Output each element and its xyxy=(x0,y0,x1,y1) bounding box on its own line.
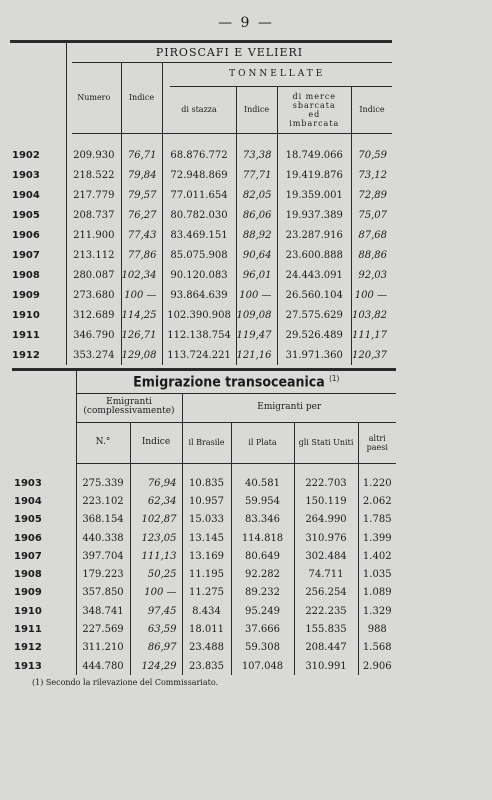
indice-cell: 126,71 xyxy=(121,325,162,345)
table2-title-note: (1) xyxy=(329,373,340,383)
indice-cell: 97,45 xyxy=(130,602,182,620)
year-cell: 1911 xyxy=(14,624,42,636)
year-cell: 1905 xyxy=(14,514,42,526)
indice2-cell: 96,01 xyxy=(236,265,277,285)
year-cell: 1910 xyxy=(12,309,40,321)
table1 xyxy=(10,43,392,365)
header-emigranti-per: Emigranti per xyxy=(182,393,396,422)
indice2-cell: 109,08 xyxy=(236,305,277,325)
indice-cell: 102,87 xyxy=(130,511,182,529)
brasile-cell: 10.957 xyxy=(182,492,231,510)
indice-cell: 111,13 xyxy=(130,547,182,565)
table-row xyxy=(12,657,396,675)
brasile-cell: 8.434 xyxy=(182,602,231,620)
stazza-cell: 77.011.654 xyxy=(162,185,236,205)
table-row xyxy=(10,185,392,205)
brasile-cell: 11.275 xyxy=(182,584,231,602)
indice-cell: 100 — xyxy=(121,285,162,305)
stazza-cell: 90.120.083 xyxy=(162,265,236,285)
numero-cell: 346.790 xyxy=(67,325,121,345)
indice-cell: 114,25 xyxy=(121,305,162,325)
altri-cell: 1.329 xyxy=(358,602,396,620)
stati-uniti-cell: 222.703 xyxy=(294,474,358,492)
stazza-cell: 112.138.754 xyxy=(162,325,236,345)
numero-cell: 312.689 xyxy=(67,305,121,325)
n-cell: 397.704 xyxy=(76,547,130,565)
numero-cell: 353.274 xyxy=(67,345,121,365)
header-emigranti-compl: Emigranti (complessivamente) xyxy=(76,393,182,422)
altri-cell: 1.785 xyxy=(358,511,396,529)
merce-cell: 19.359.001 xyxy=(277,185,351,205)
header-plata: il Plata xyxy=(231,422,294,463)
table-row xyxy=(12,492,396,510)
n-cell: 179.223 xyxy=(76,565,130,583)
header-numero: Numero xyxy=(67,62,121,133)
n-cell: 357.850 xyxy=(76,584,130,602)
stazza-cell: 83.469.151 xyxy=(162,225,236,245)
page-number: — 9 — xyxy=(218,15,274,31)
indice-cell: 124,29 xyxy=(130,657,182,675)
merce-cell: 18.749.066 xyxy=(277,145,351,165)
indice-cell: 129,08 xyxy=(121,345,162,365)
year-cell: 1913 xyxy=(14,660,42,672)
table-row xyxy=(12,620,396,638)
plata-cell: 40.581 xyxy=(231,474,294,492)
year-cell: 1907 xyxy=(14,550,42,562)
numero-cell: 209.930 xyxy=(67,145,121,165)
table2-title: Emigrazione transoceanica xyxy=(133,374,325,391)
table-row xyxy=(10,285,392,305)
header-merce: di merce sbarcata ed imbarcata xyxy=(277,86,351,133)
year-cell: 1906 xyxy=(14,532,42,544)
brasile-cell: 10.835 xyxy=(182,474,231,492)
table-row xyxy=(10,265,392,285)
brasile-cell: 13.169 xyxy=(182,547,231,565)
n-cell: 275.339 xyxy=(76,474,130,492)
altri-cell: 1.089 xyxy=(358,584,396,602)
indice3-cell: 100 — xyxy=(351,285,392,305)
indice2-cell: 77,71 xyxy=(236,165,277,185)
indice-cell: 86,97 xyxy=(130,639,182,657)
altri-cell: 1.402 xyxy=(358,547,396,565)
indice-cell: 63,59 xyxy=(130,620,182,638)
merce-cell: 31.971.360 xyxy=(277,345,351,365)
numero-cell: 217.779 xyxy=(67,185,121,205)
year-cell: 1909 xyxy=(14,587,42,599)
brasile-cell: 11.195 xyxy=(182,565,231,583)
tonnellate-label: TONNELLATE xyxy=(162,62,392,86)
altri-cell: 1.399 xyxy=(358,529,396,547)
numero-cell: 213.112 xyxy=(67,245,121,265)
merce-cell: 26.560.104 xyxy=(277,285,351,305)
altri-cell: 2.062 xyxy=(358,492,396,510)
year-cell: 1911 xyxy=(12,329,40,341)
indice3-cell: 111,17 xyxy=(351,325,392,345)
stati-uniti-cell: 264.990 xyxy=(294,511,358,529)
indice2-cell: 86,06 xyxy=(236,205,277,225)
plata-cell: 92.282 xyxy=(231,565,294,583)
indice-cell: 50,25 xyxy=(130,565,182,583)
stazza-cell: 80.782.030 xyxy=(162,205,236,225)
altri-cell: 1.220 xyxy=(358,474,396,492)
plata-cell: 83.346 xyxy=(231,511,294,529)
stazza-cell: 113.724.221 xyxy=(162,345,236,365)
stati-uniti-cell: 150.119 xyxy=(294,492,358,510)
stazza-cell: 72.948.869 xyxy=(162,165,236,185)
indice3-cell: 72,89 xyxy=(351,185,392,205)
numero-cell: 208.737 xyxy=(67,205,121,225)
stati-uniti-cell: 256.254 xyxy=(294,584,358,602)
indice3-cell: 120,37 xyxy=(351,345,392,365)
header-altri: altri paesi xyxy=(358,422,396,463)
indice3-cell: 103,82 xyxy=(351,305,392,325)
plata-cell: 107.048 xyxy=(231,657,294,675)
indice-cell: 76,94 xyxy=(130,474,182,492)
n-cell: 368.154 xyxy=(76,511,130,529)
stati-uniti-cell: 310.976 xyxy=(294,529,358,547)
indice-cell: 76,71 xyxy=(121,145,162,165)
stati-uniti-cell: 302.484 xyxy=(294,547,358,565)
numero-cell: 211.900 xyxy=(67,225,121,245)
stati-uniti-cell: 310.991 xyxy=(294,657,358,675)
table-row xyxy=(12,565,396,583)
indice-cell: 102,34 xyxy=(121,265,162,285)
plata-cell: 80.649 xyxy=(231,547,294,565)
n-cell: 348.741 xyxy=(76,602,130,620)
stazza-cell: 85.075.908 xyxy=(162,245,236,265)
stazza-cell: 102.390.908 xyxy=(162,305,236,325)
header-brasile: il Brasile xyxy=(182,422,231,463)
table-row xyxy=(12,474,396,492)
plata-cell: 59.308 xyxy=(231,639,294,657)
indice2-cell: 82,05 xyxy=(236,185,277,205)
n-cell: 444.780 xyxy=(76,657,130,675)
year-cell: 1903 xyxy=(14,477,42,489)
brasile-cell: 18.011 xyxy=(182,620,231,638)
numero-cell: 273.680 xyxy=(67,285,121,305)
year-cell: 1910 xyxy=(14,605,42,617)
merce-cell: 23.287.916 xyxy=(277,225,351,245)
table2 xyxy=(12,371,396,675)
indice-cell: 62,34 xyxy=(130,492,182,510)
year-cell: 1907 xyxy=(12,249,40,261)
indice3-cell: 75,07 xyxy=(351,205,392,225)
header-n: N.° xyxy=(76,422,130,463)
indice2-cell: 73,38 xyxy=(236,145,277,165)
year-cell: 1908 xyxy=(12,269,40,281)
indice-cell: 77,43 xyxy=(121,225,162,245)
plata-cell: 95.249 xyxy=(231,602,294,620)
merce-cell: 19.419.876 xyxy=(277,165,351,185)
indice3-cell: 70,59 xyxy=(351,145,392,165)
indice3-cell: 87,68 xyxy=(351,225,392,245)
table-row xyxy=(10,205,392,225)
merce-cell: 19.937.389 xyxy=(277,205,351,225)
table-row xyxy=(10,325,392,345)
year-cell: 1904 xyxy=(14,495,42,507)
brasile-cell: 13.145 xyxy=(182,529,231,547)
indice2-cell: 90,64 xyxy=(236,245,277,265)
altri-cell: 1.568 xyxy=(358,639,396,657)
brasile-cell: 15.033 xyxy=(182,511,231,529)
year-cell: 1905 xyxy=(12,209,40,221)
table-row xyxy=(10,225,392,245)
year-cell: 1912 xyxy=(14,642,42,654)
stazza-cell: 93.864.639 xyxy=(162,285,236,305)
year-cell: 1908 xyxy=(14,569,42,581)
merce-cell: 24.443.091 xyxy=(277,265,351,285)
header-indice: Indice xyxy=(121,62,162,133)
year-cell: 1903 xyxy=(12,169,40,181)
year-cell: 1906 xyxy=(12,229,40,241)
table-row xyxy=(12,511,396,529)
indice-cell: 79,57 xyxy=(121,185,162,205)
table-row xyxy=(12,547,396,565)
brasile-cell: 23.488 xyxy=(182,639,231,657)
table-row xyxy=(10,305,392,325)
table1-title: PIROSCAFI E VELIERI xyxy=(67,43,392,62)
numero-cell: 280.087 xyxy=(67,265,121,285)
footnote: (1) Secondo la rilevazione del Commissariato. xyxy=(32,678,219,687)
indice3-cell: 92,03 xyxy=(351,265,392,285)
table-row xyxy=(12,584,396,602)
stati-uniti-cell: 208.447 xyxy=(294,639,358,657)
year-cell: 1909 xyxy=(12,289,40,301)
plata-cell: 59.954 xyxy=(231,492,294,510)
altri-cell: 988 xyxy=(358,620,396,638)
indice2-cell: 119,47 xyxy=(236,325,277,345)
brasile-cell: 23.835 xyxy=(182,657,231,675)
altri-cell: 2.906 xyxy=(358,657,396,675)
stati-uniti-cell: 155.835 xyxy=(294,620,358,638)
indice3-cell: 88,86 xyxy=(351,245,392,265)
altri-cell: 1.035 xyxy=(358,565,396,583)
table-row xyxy=(12,639,396,657)
indice-cell: 79,84 xyxy=(121,165,162,185)
n-cell: 440.338 xyxy=(76,529,130,547)
indice2-cell: 121,16 xyxy=(236,345,277,365)
table-row xyxy=(10,145,392,165)
plata-cell: 89.232 xyxy=(231,584,294,602)
header-indice2: Indice xyxy=(236,86,277,133)
indice2-cell: 100 — xyxy=(236,285,277,305)
year-cell: 1902 xyxy=(12,149,40,161)
indice3-cell: 73,12 xyxy=(351,165,392,185)
stazza-cell: 68.876.772 xyxy=(162,145,236,165)
plata-cell: 37.666 xyxy=(231,620,294,638)
numero-cell: 218.522 xyxy=(67,165,121,185)
indice-cell: 76,27 xyxy=(121,205,162,225)
table-row xyxy=(12,602,396,620)
header-stazza: di stazza xyxy=(162,86,236,133)
indice-cell: 123,05 xyxy=(130,529,182,547)
n-cell: 223.102 xyxy=(76,492,130,510)
year-cell: 1904 xyxy=(12,189,40,201)
indice-cell: 77,86 xyxy=(121,245,162,265)
merce-cell: 23.600.888 xyxy=(277,245,351,265)
merce-cell: 29.526.489 xyxy=(277,325,351,345)
header-stati-uniti: gli Stati Uniti xyxy=(294,422,358,463)
plata-cell: 114.818 xyxy=(231,529,294,547)
table-row xyxy=(10,345,392,365)
year-cell: 1912 xyxy=(12,349,40,361)
table-row xyxy=(10,245,392,265)
header-indice-t2: Indice xyxy=(130,422,182,463)
table-row xyxy=(12,529,396,547)
stati-uniti-cell: 74.711 xyxy=(294,565,358,583)
merce-cell: 27.575.629 xyxy=(277,305,351,325)
stati-uniti-cell: 222.235 xyxy=(294,602,358,620)
n-cell: 227.569 xyxy=(76,620,130,638)
header-indice3: Indice xyxy=(351,86,392,133)
table-row xyxy=(10,165,392,185)
indice2-cell: 88,92 xyxy=(236,225,277,245)
n-cell: 311.210 xyxy=(76,639,130,657)
indice-cell: 100 — xyxy=(130,584,182,602)
